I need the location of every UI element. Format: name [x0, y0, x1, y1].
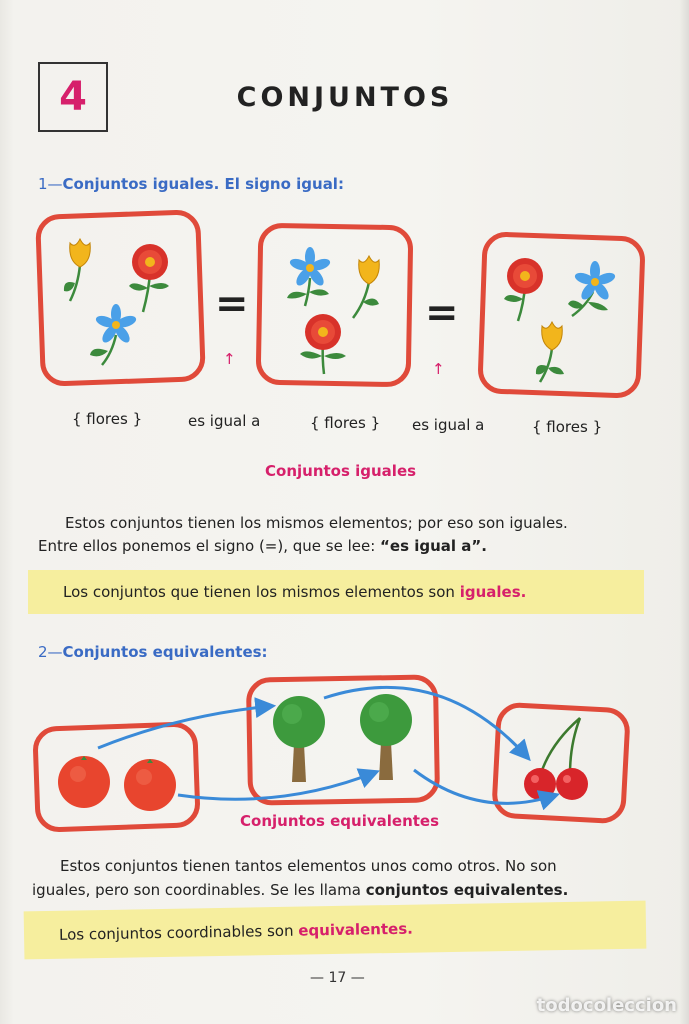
page-title: CONJUNTOS — [236, 82, 454, 113]
arrow-tree1-cherry1 — [324, 687, 528, 758]
section1-paragraph-text: Entre ellos ponemos el signo (=), que se lee: — [38, 537, 381, 555]
section2-paragraph-line2 — [32, 879, 568, 901]
rule1-text: Los conjuntos que tienen los mismos elementos son — [63, 583, 455, 601]
rule2-highlight: equivalentes. — [298, 919, 414, 940]
arrow-up-2: ↑ — [432, 360, 445, 378]
section2-number: 2— — [38, 643, 63, 661]
section1-paragraph-bold: “es igual a”. — [380, 537, 487, 555]
section1-number: 1— — [38, 175, 63, 193]
caption-relation-2: es igual a — [412, 416, 485, 434]
arrow-orange2-tree2 — [178, 772, 376, 799]
caption-set-1: { flores } — [72, 410, 143, 428]
caption-relation-1: es igual a — [188, 412, 261, 430]
rule2-text: Los conjuntos coordinables son — [58, 921, 294, 944]
section2-title: Conjuntos equivalentes: — [62, 643, 268, 661]
equal-sets-label: Conjuntos iguales — [265, 462, 417, 480]
section1-title: Conjuntos iguales. El signo igual: — [62, 175, 344, 193]
equivalent-sets-label: Conjuntos equivalentes — [240, 812, 440, 830]
section2-paragraph-bold: conjuntos equivalentes. — [365, 881, 569, 899]
arrow-orange1-tree1 — [98, 706, 272, 748]
equals-sign-2: = — [425, 290, 459, 336]
caption-set-2: { flores } — [310, 414, 381, 432]
caption-set-3: { flores } — [532, 418, 603, 436]
rule1-highlight: iguales. — [459, 583, 527, 601]
section2-paragraph-text: iguales, pero son coordinables. Se les llama — [32, 881, 366, 899]
section2-paragraph-line1: Estos conjuntos tienen tantos elementos unos como otros. No son — [60, 857, 557, 875]
arrow-up-1: ↑ — [223, 350, 236, 368]
section1-paragraph-line1: Estos conjuntos tienen los mismos elementos; por eso son iguales. — [65, 514, 568, 532]
lesson-number: 4 — [59, 74, 87, 120]
page-number: — 17 — — [310, 970, 365, 986]
watermark: todocoleccion — [536, 995, 677, 1016]
arrow-tree2-cherry2 — [414, 770, 556, 803]
equals-sign-1: = — [215, 281, 249, 327]
